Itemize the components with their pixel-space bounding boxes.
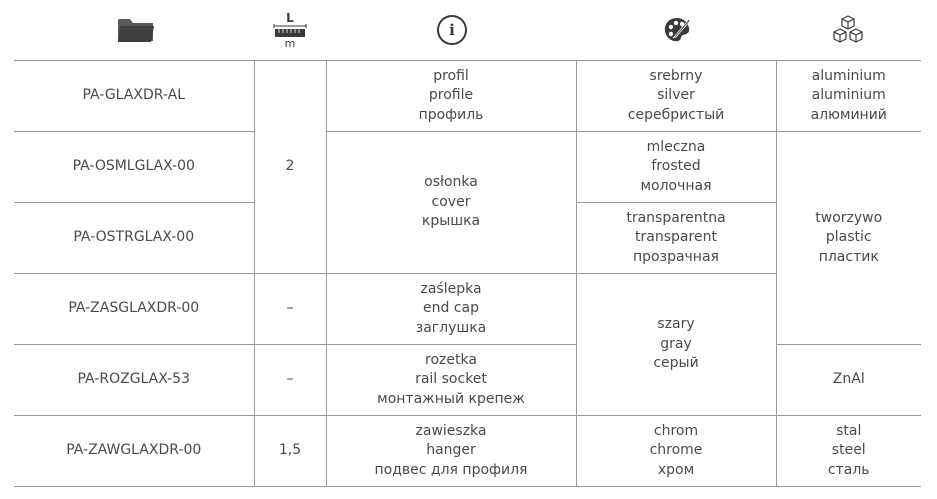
folder-icon bbox=[115, 10, 157, 50]
product-code: PA-OSTRGLAX-00 bbox=[14, 203, 254, 274]
color-en: chrome bbox=[649, 442, 703, 459]
material-en: plastic bbox=[825, 229, 872, 246]
length-label-bottom: m bbox=[284, 36, 296, 50]
description-en: rail socket bbox=[415, 371, 487, 388]
length-value: 2 bbox=[254, 61, 326, 274]
info-icon bbox=[435, 10, 469, 50]
product-code: PA-GLAXDR-AL bbox=[14, 61, 254, 132]
table-row bbox=[14, 132, 921, 203]
color-cell bbox=[576, 274, 776, 416]
description-ru: профиль bbox=[418, 106, 484, 123]
material-cell bbox=[776, 132, 921, 345]
description-cell bbox=[326, 61, 576, 132]
length-ruler-icon bbox=[270, 10, 310, 50]
color-pl: szary bbox=[657, 316, 695, 333]
description-pl: rozetka bbox=[425, 351, 477, 368]
material-ru: алюминий bbox=[810, 106, 887, 123]
product-code: PA-ROZGLAX-53 bbox=[14, 345, 254, 416]
color-en: frosted bbox=[651, 158, 701, 175]
color-cell bbox=[576, 203, 776, 274]
description-pl: zawieszka bbox=[415, 422, 487, 439]
color-pl: srebrny bbox=[649, 67, 703, 84]
description-ru: заглушка bbox=[415, 319, 487, 336]
description-en: hanger bbox=[426, 442, 476, 459]
material-pl: aluminium bbox=[811, 67, 886, 84]
material-value: ZnAl bbox=[832, 371, 865, 388]
length-label-top: L bbox=[286, 10, 294, 25]
material-cell bbox=[776, 61, 921, 132]
length-value: 1,5 bbox=[254, 416, 326, 487]
cubes-icon bbox=[830, 10, 866, 50]
description-cell bbox=[326, 274, 576, 345]
table-row bbox=[14, 345, 921, 416]
description-ru: монтажный крепеж bbox=[377, 390, 525, 407]
material-ru: сталь bbox=[827, 461, 870, 478]
description-ru: подвес для профиля bbox=[374, 461, 528, 478]
description-en: cover bbox=[431, 193, 471, 210]
material-ru: пластик bbox=[818, 248, 879, 265]
description-en: profile bbox=[428, 87, 474, 104]
color-ru: хром bbox=[657, 461, 695, 478]
color-en: silver bbox=[657, 87, 695, 104]
description-pl: profil bbox=[433, 67, 469, 84]
material-pl: stal bbox=[836, 422, 862, 439]
color-ru: серый bbox=[653, 355, 699, 372]
material-en: aluminium bbox=[811, 87, 886, 104]
color-ru: серебристый bbox=[627, 106, 725, 123]
color-cell bbox=[576, 416, 776, 487]
description-cell bbox=[326, 345, 576, 416]
color-en: gray bbox=[660, 335, 692, 352]
description-cell bbox=[326, 416, 576, 487]
material-pl: tworzywo bbox=[815, 209, 883, 226]
color-cell bbox=[576, 61, 776, 132]
table-row bbox=[14, 61, 921, 132]
material-cell bbox=[776, 345, 921, 416]
palette-icon bbox=[660, 10, 694, 50]
description-pl: osłonka bbox=[424, 174, 478, 191]
color-en: transparent bbox=[635, 229, 717, 246]
color-pl: transparentna bbox=[626, 209, 726, 226]
product-code: PA-ZASGLAXDR-00 bbox=[14, 274, 254, 345]
product-code: PA-ZAWGLAXDR-00 bbox=[14, 416, 254, 487]
length-value: – bbox=[254, 274, 326, 345]
color-cell bbox=[576, 132, 776, 203]
length-value: – bbox=[254, 345, 326, 416]
product-spec-table bbox=[14, 60, 921, 487]
table-row bbox=[14, 416, 921, 487]
color-pl: chrom bbox=[653, 422, 699, 439]
material-cell bbox=[776, 416, 921, 487]
description-pl: zaślepka bbox=[420, 280, 482, 297]
description-ru: крышка bbox=[421, 213, 481, 230]
description-cell bbox=[326, 132, 576, 274]
material-en: steel bbox=[831, 442, 866, 459]
product-code: PA-OSMLGLAX-00 bbox=[14, 132, 254, 203]
color-pl: mleczna bbox=[646, 138, 706, 155]
color-ru: прозрачная bbox=[633, 248, 719, 265]
color-ru: молочная bbox=[640, 177, 712, 194]
description-en: end cap bbox=[423, 300, 479, 317]
info-icon-glyph: i bbox=[449, 21, 455, 39]
